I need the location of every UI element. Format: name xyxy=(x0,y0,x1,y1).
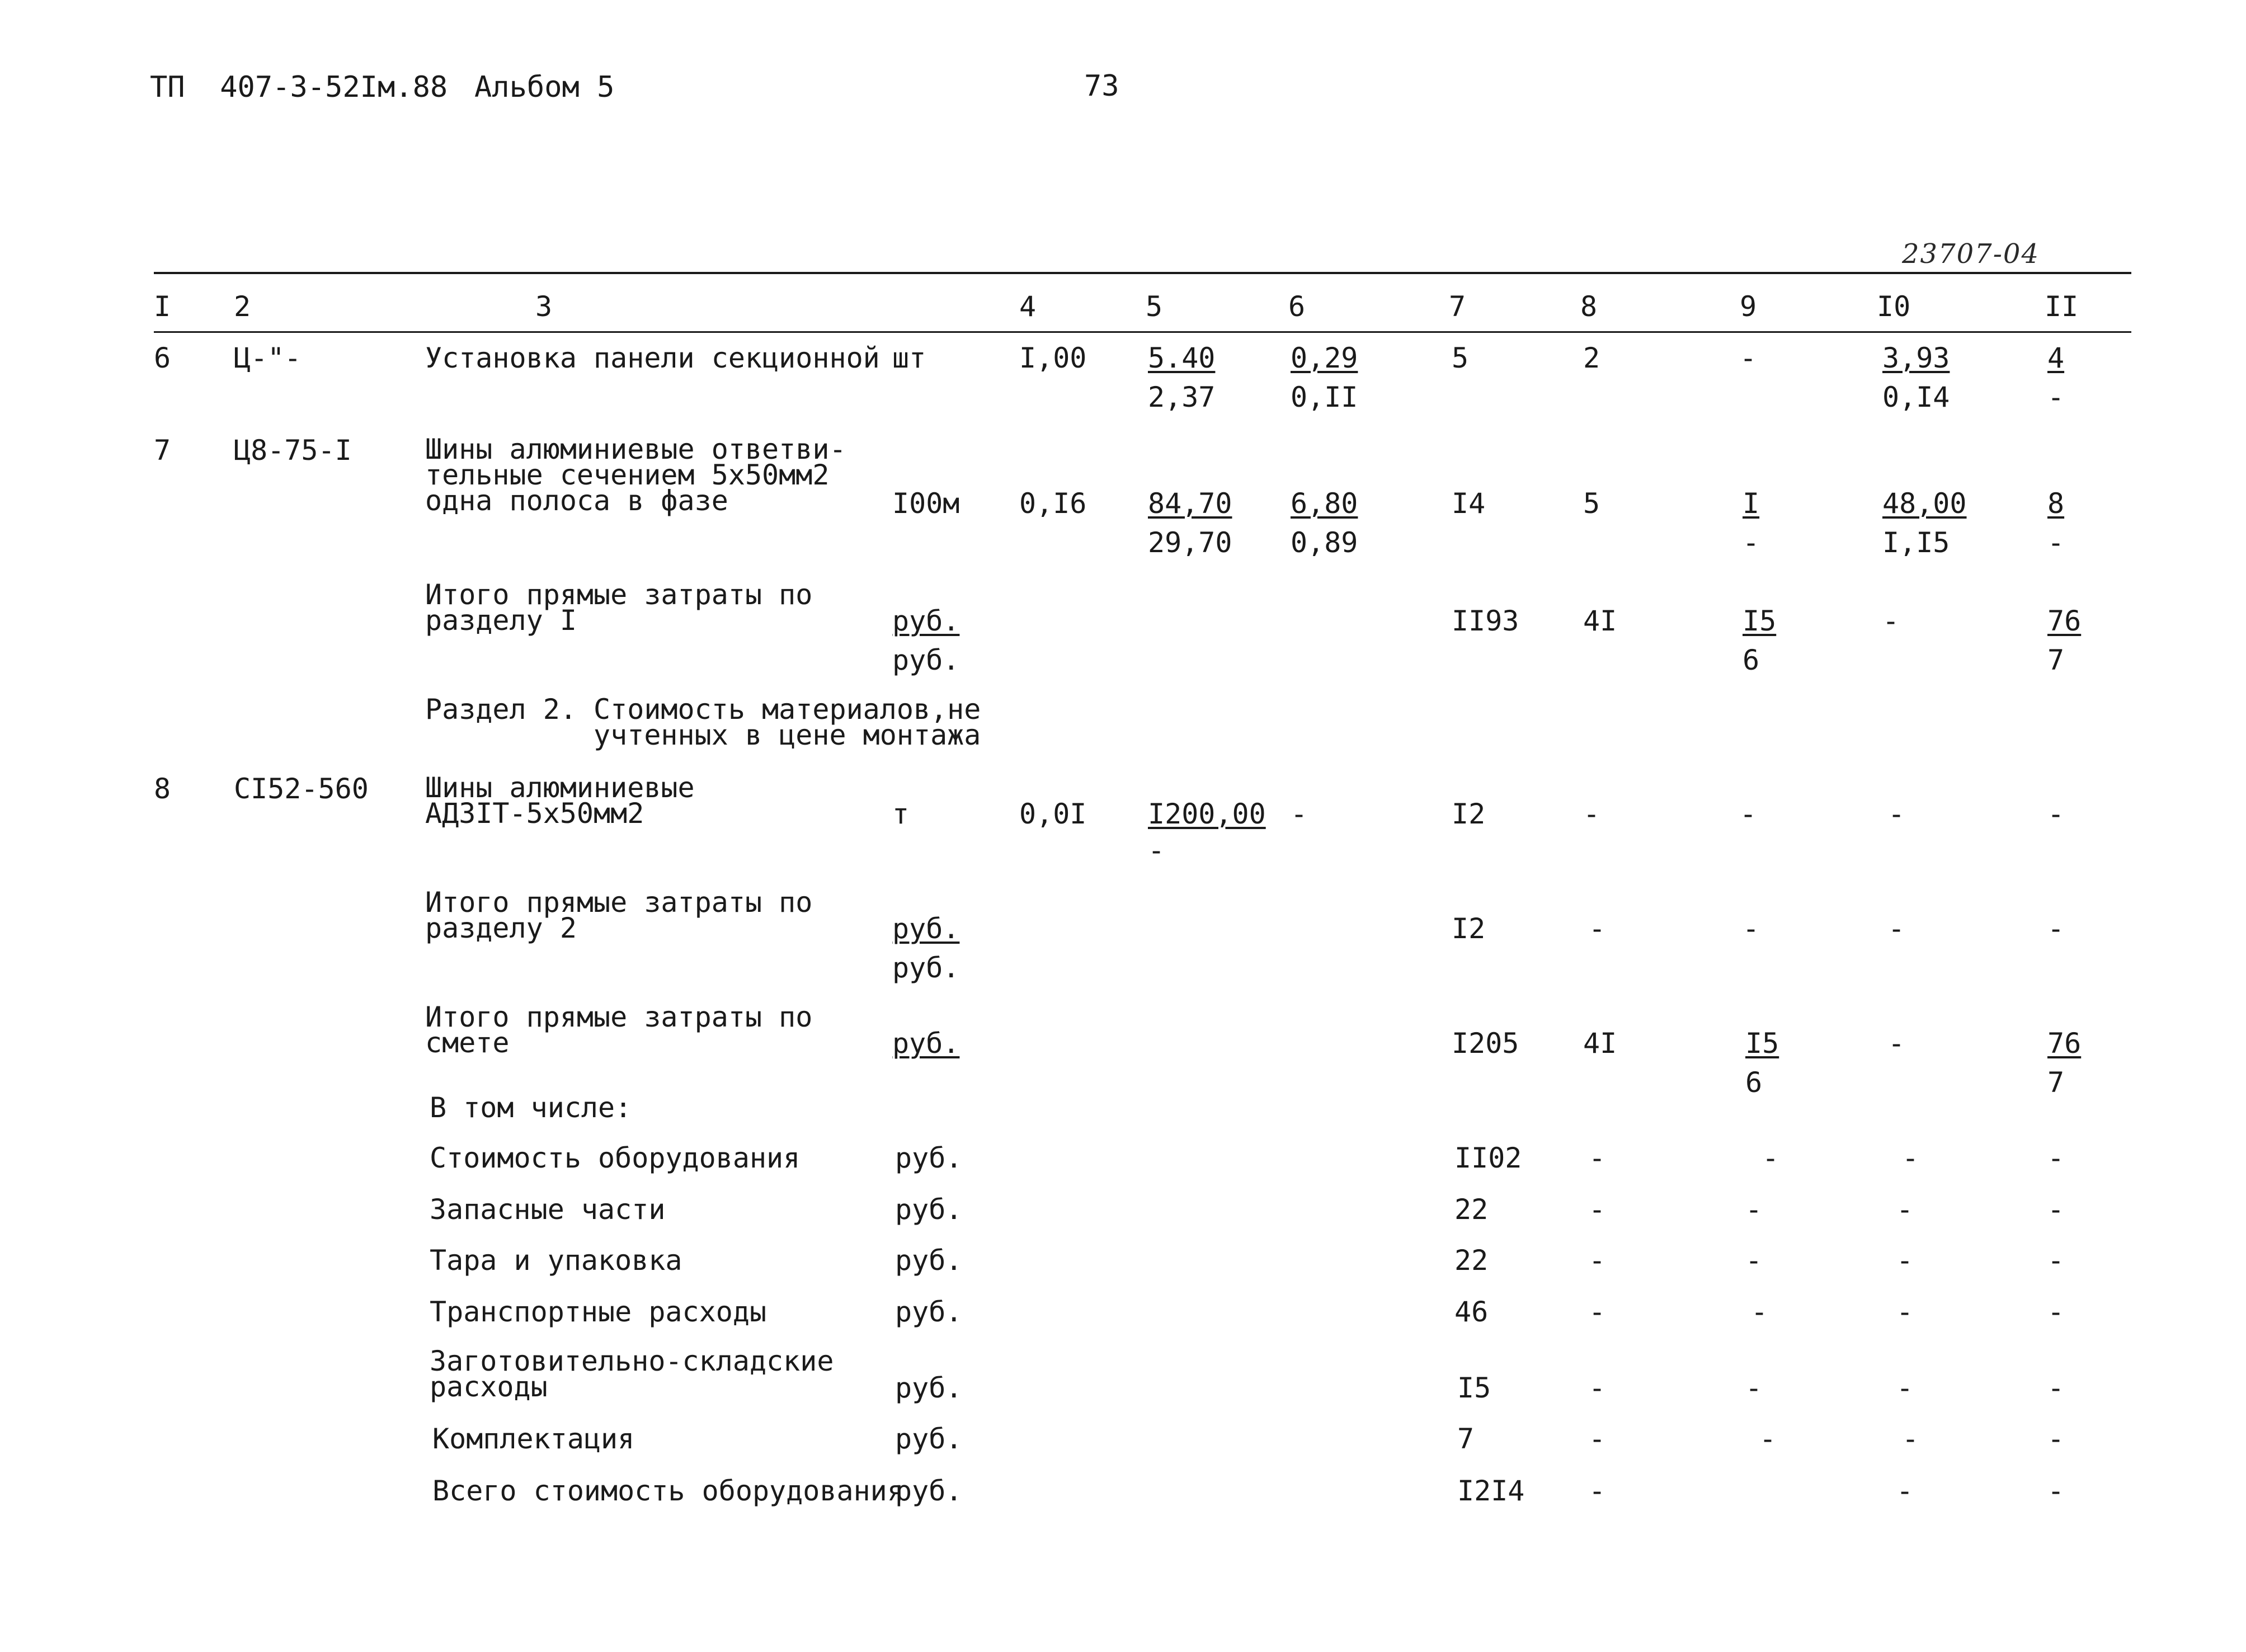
total-machine-wages: 6 xyxy=(1743,644,1760,676)
labor-top: - xyxy=(1888,1027,1905,1060)
item-description: Шины алюминиевые АД3IТ-5x50мм2 xyxy=(425,771,695,830)
unit: руб. xyxy=(895,1475,963,1507)
unit-cost-wages: 29,70 xyxy=(1148,526,1232,559)
labor-total-bottom: 7 xyxy=(2047,644,2065,676)
unit-cost-total: I200,00 xyxy=(1148,798,1266,830)
total-cost: II02 xyxy=(1454,1142,1522,1174)
total-machine-cost: - xyxy=(1751,1296,1768,1328)
labor-top: - xyxy=(1902,1142,1919,1174)
rate-code: CI52-560 xyxy=(234,773,369,805)
column-header: 4 xyxy=(1019,290,1037,323)
row-number: 8 xyxy=(154,773,171,805)
labor-total-top: 76 xyxy=(2047,605,2082,637)
total-cost: II93 xyxy=(1452,605,1519,637)
total-wages: - xyxy=(1589,1423,1606,1455)
breakdown-label: Транспортные расходы xyxy=(430,1296,767,1328)
labor-total-top: 8 xyxy=(2047,487,2065,520)
breakdown-label: Стоимость оборудования xyxy=(430,1142,801,1174)
total-cost: 22 xyxy=(1454,1244,1489,1277)
album-label: Альбом 5 xyxy=(474,70,615,104)
unit-cost-wages: - xyxy=(1148,834,1165,867)
total-cost: 22 xyxy=(1454,1193,1489,1226)
unit-cost-total: 5.40 xyxy=(1148,342,1216,374)
rate-code: Ц8-75-I xyxy=(234,434,352,467)
labor-top: - xyxy=(1888,912,1905,945)
unit: руб. xyxy=(895,1244,963,1277)
subtotal-label: Итого прямые затраты по разделу 2 xyxy=(425,886,813,944)
column-header: 9 xyxy=(1740,290,1757,323)
unit-machine-cost: 6,80 xyxy=(1291,487,1358,520)
quantity: 0,0I xyxy=(1019,798,1087,830)
total-cost: I2 xyxy=(1452,798,1486,830)
unit: шт xyxy=(892,342,926,374)
labor-top: - xyxy=(1896,1193,1914,1226)
unit: руб. xyxy=(892,605,960,637)
total-wages: - xyxy=(1589,1193,1606,1226)
labor-total-bottom: - xyxy=(2047,526,2065,559)
column-header: 5 xyxy=(1146,290,1163,323)
unit: руб. xyxy=(892,644,960,676)
column-header: II xyxy=(2045,290,2079,323)
total-cost: 46 xyxy=(1454,1296,1489,1328)
document-code: ТП 407-3-52Iм.88 xyxy=(150,70,448,104)
labor-top: 48,00 xyxy=(1882,487,1967,520)
total-machine-wages: - xyxy=(1743,526,1760,559)
breakdown-label: Всего стоимость оборудования xyxy=(432,1475,904,1507)
total-machine-cost: - xyxy=(1740,798,1757,830)
total-wages: - xyxy=(1589,1296,1606,1328)
table-top-rule xyxy=(154,272,2131,274)
column-header: I xyxy=(154,290,171,323)
unit: руб. xyxy=(892,1027,960,1060)
quantity: 0,I6 xyxy=(1019,487,1087,520)
total-machine-cost: - xyxy=(1740,342,1757,374)
total-wages: 4I xyxy=(1583,1027,1617,1060)
total-wages: - xyxy=(1583,798,1600,830)
total-machine-cost: - xyxy=(1759,1423,1777,1455)
row-number: 6 xyxy=(154,342,171,374)
subtotal-label: Итого прямые затраты по разделу I xyxy=(425,578,813,637)
column-header: 3 xyxy=(535,290,553,323)
column-header: 2 xyxy=(234,290,251,323)
unit: руб. xyxy=(895,1142,963,1174)
section-heading: Раздел 2. Стоимость материалов,не учтенных в цене монтажа xyxy=(425,693,981,751)
total-cost: I2 xyxy=(1452,912,1486,945)
total-machine-wages: 6 xyxy=(1745,1066,1763,1099)
total-wages: - xyxy=(1589,912,1606,945)
table-header-rule xyxy=(154,331,2131,333)
labor-total-top: 4 xyxy=(2047,342,2065,374)
unit: руб. xyxy=(895,1423,963,1455)
total-machine-cost: - xyxy=(1745,1372,1763,1404)
unit: руб. xyxy=(895,1193,963,1226)
total-cost: I2I4 xyxy=(1457,1475,1525,1507)
column-header: I0 xyxy=(1877,290,1911,323)
labor-bottom: I,I5 xyxy=(1882,526,1950,559)
total-wages: - xyxy=(1589,1475,1606,1507)
total-wages: - xyxy=(1589,1372,1606,1404)
quantity: I,00 xyxy=(1019,342,1087,374)
unit-cost-total: 84,70 xyxy=(1148,487,1232,520)
unit: руб. xyxy=(892,952,960,984)
labor-top: 3,93 xyxy=(1882,342,1950,374)
including-label: В том числе: xyxy=(430,1091,632,1124)
total-wages: 5 xyxy=(1583,487,1600,520)
labor-total-bottom: 7 xyxy=(2047,1066,2065,1099)
unit: руб. xyxy=(892,912,960,945)
total-cost: 5 xyxy=(1452,342,1469,374)
total-wages: 4I xyxy=(1583,605,1617,637)
labor-top: - xyxy=(1896,1296,1914,1328)
unit: I00м xyxy=(892,487,960,520)
total-machine-cost: - xyxy=(1745,1244,1763,1277)
labor-total-top: - xyxy=(2047,1296,2065,1328)
labor-top: - xyxy=(1882,605,1900,637)
labor-total-bottom: - xyxy=(2047,381,2065,413)
breakdown-label: Заготовительно-складские расходы xyxy=(430,1345,834,1403)
labor-bottom: 0,I4 xyxy=(1882,381,1950,413)
row-number: 7 xyxy=(154,434,171,467)
item-description: Установка панели секционной xyxy=(425,342,880,374)
page-number: 73 xyxy=(1084,69,1119,103)
unit-cost-wages: 2,37 xyxy=(1148,381,1216,413)
labor-total-top: - xyxy=(2047,1372,2065,1404)
total-machine-cost: I xyxy=(1743,487,1760,520)
labor-total-top: - xyxy=(2047,1244,2065,1277)
labor-total-top: - xyxy=(2047,1193,2065,1226)
breakdown-label: Тара и упаковка xyxy=(430,1244,682,1277)
total-wages: - xyxy=(1589,1244,1606,1277)
breakdown-label: Комплектация xyxy=(432,1423,635,1455)
labor-total-top: - xyxy=(2047,912,2065,945)
total-machine-cost: - xyxy=(1745,1193,1763,1226)
column-header: 8 xyxy=(1580,290,1598,323)
total-cost: 7 xyxy=(1457,1423,1475,1455)
labor-total-top: - xyxy=(2047,1475,2065,1507)
labor-total-top: 76 xyxy=(2047,1027,2082,1060)
unit: т xyxy=(892,798,910,830)
unit-machine-cost: 0,29 xyxy=(1291,342,1358,374)
total-wages: 2 xyxy=(1583,342,1600,374)
labor-total-top: - xyxy=(2047,1423,2065,1455)
grand-total-label: Итого прямые затраты по смете xyxy=(425,1001,813,1059)
unit-machine-wages: 0,II xyxy=(1291,381,1358,413)
labor-top: - xyxy=(1896,1244,1914,1277)
unit: руб. xyxy=(895,1296,963,1328)
total-cost: I5 xyxy=(1457,1372,1491,1404)
labor-total-top: - xyxy=(2047,798,2065,830)
total-machine-cost: - xyxy=(1743,912,1760,945)
total-cost: I205 xyxy=(1452,1027,1519,1060)
unit-machine-wages: 0,89 xyxy=(1291,526,1358,559)
labor-top: - xyxy=(1902,1423,1919,1455)
labor-total-top: - xyxy=(2047,1142,2065,1174)
item-description: Шины алюминиевые ответви- тельные сечением 5x50мм2 одна полоса в фазе xyxy=(425,433,846,517)
labor-top: - xyxy=(1896,1372,1914,1404)
unit: руб. xyxy=(895,1372,963,1404)
column-header: 6 xyxy=(1288,290,1306,323)
rate-code: Ц-"- xyxy=(234,342,302,374)
total-wages: - xyxy=(1589,1142,1606,1174)
labor-top: - xyxy=(1896,1475,1914,1507)
breakdown-label: Запасные части xyxy=(430,1193,666,1226)
total-cost: I4 xyxy=(1452,487,1486,520)
total-machine-cost: I5 xyxy=(1745,1027,1779,1060)
unit-machine-cost: - xyxy=(1291,798,1308,830)
total-machine-cost: - xyxy=(1762,1142,1779,1174)
labor-top: - xyxy=(1888,798,1905,830)
column-header: 7 xyxy=(1449,290,1466,323)
handwritten-reference: 23707-04 xyxy=(1902,238,2040,270)
total-machine-cost: I5 xyxy=(1743,605,1777,637)
